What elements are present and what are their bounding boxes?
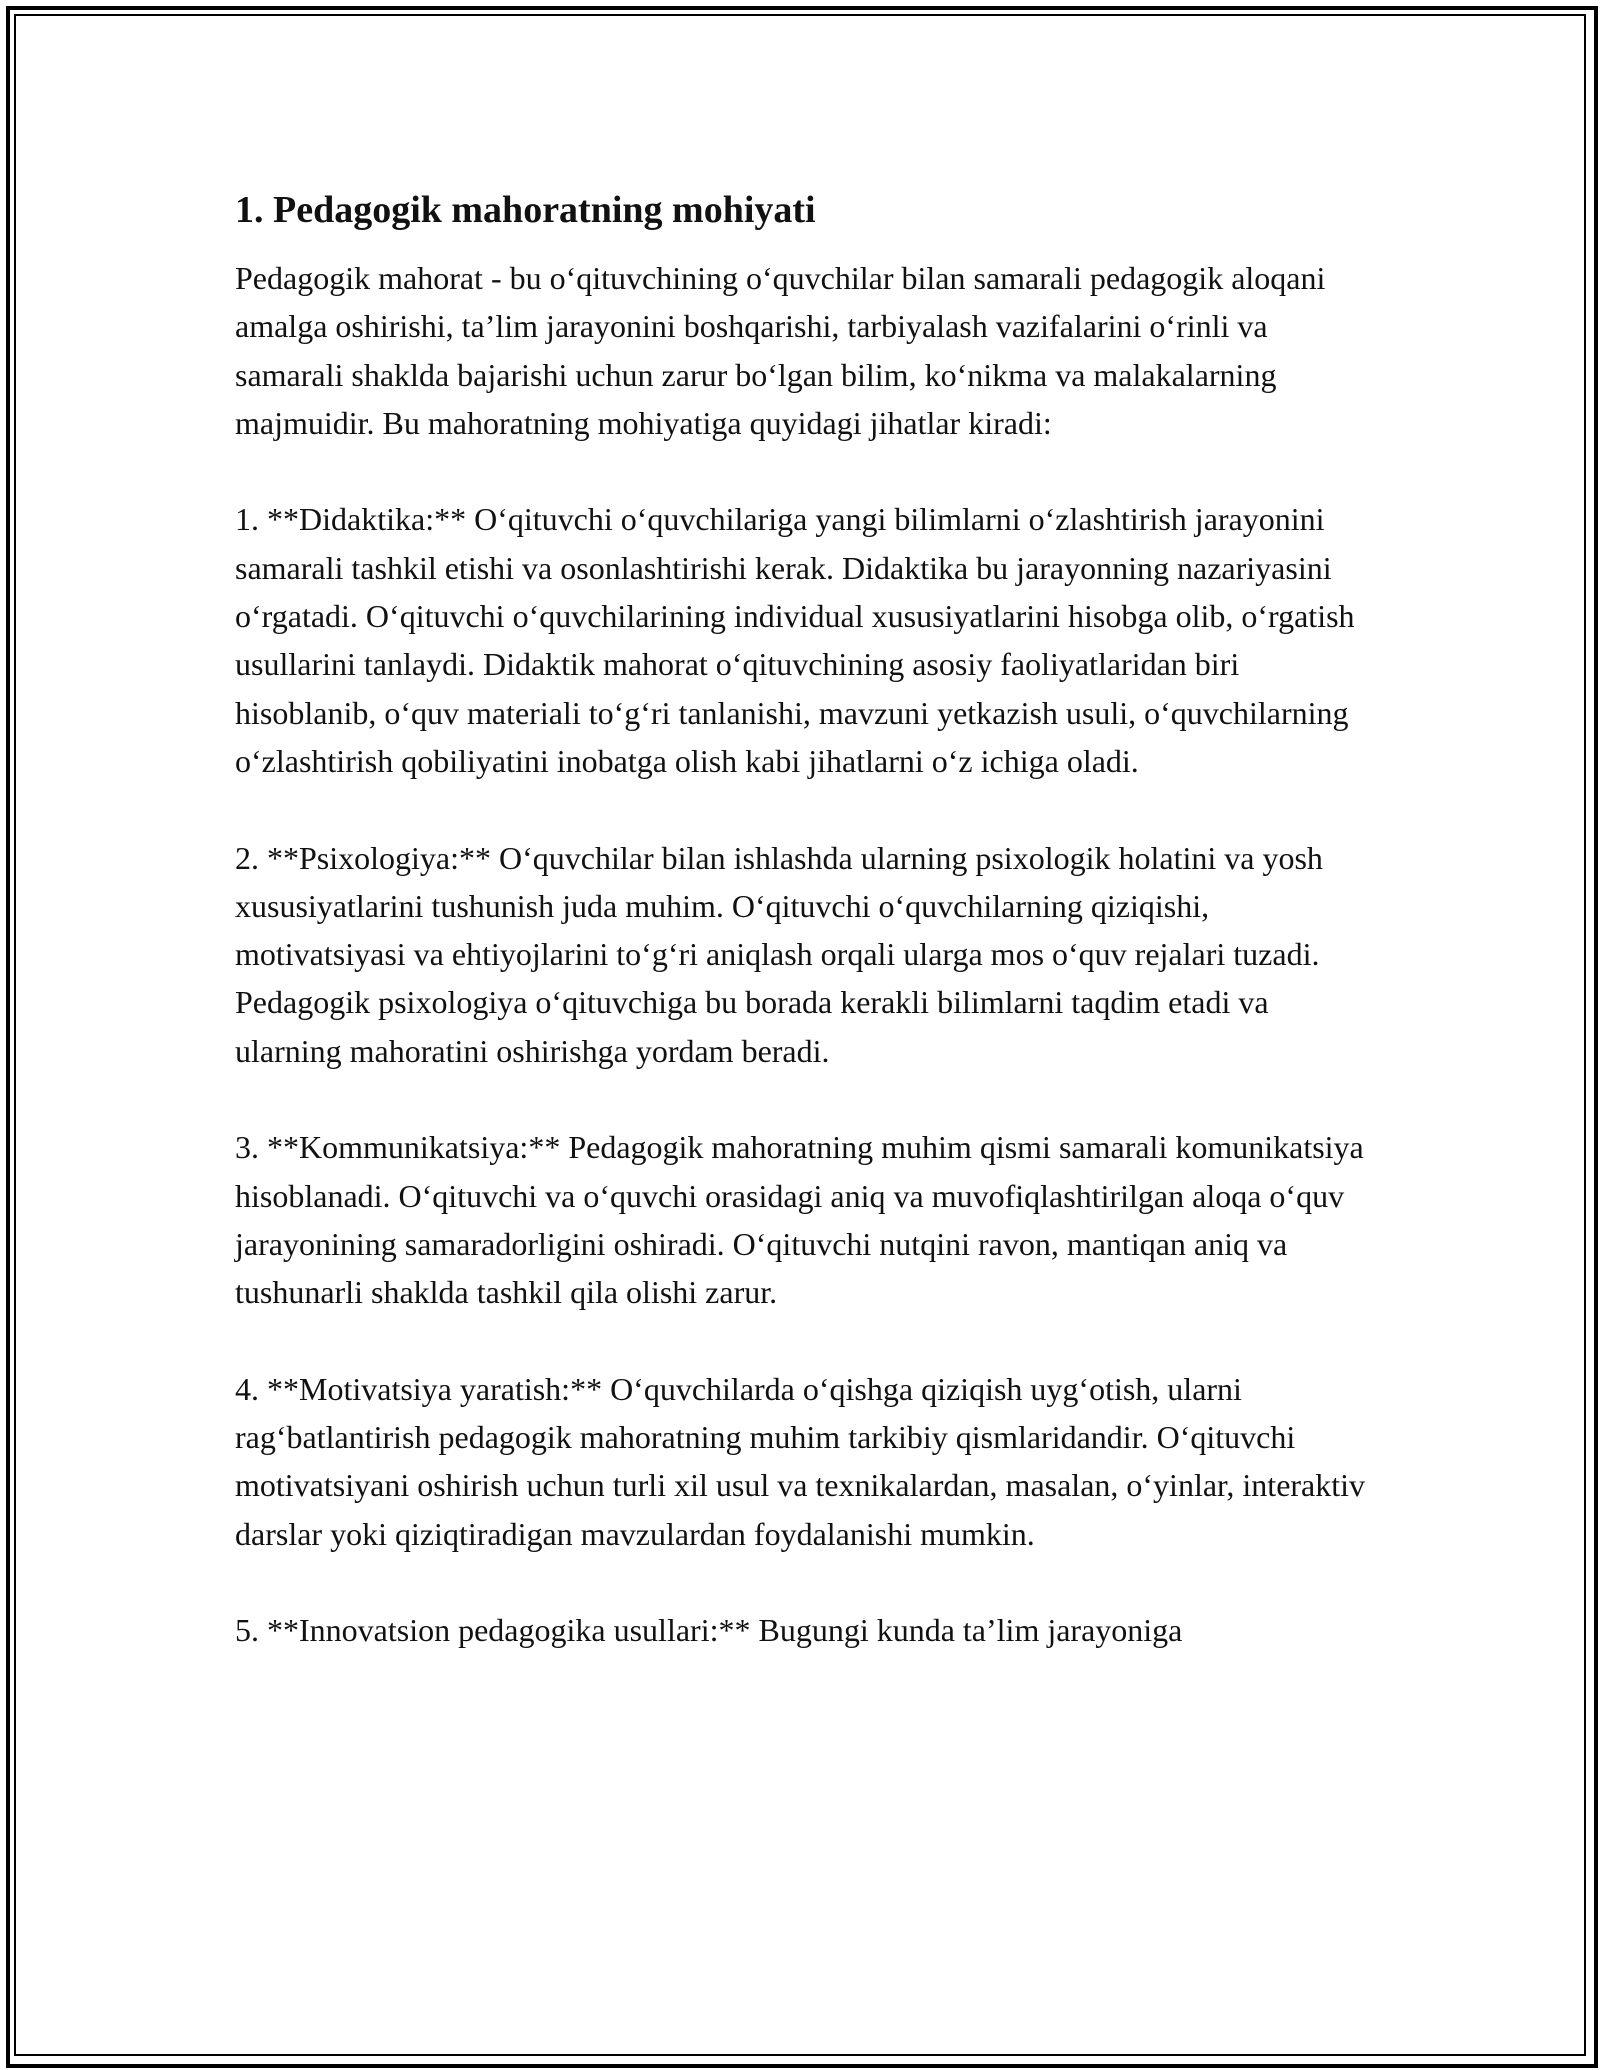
innovatsion-paragraph: 5. **Innovatsion pedagogika usullari:** Bugungi kunda ta’lim jarayoniga [235, 1612, 1183, 1649]
didaktika-paragraph: 1. **Didaktika:** O‘qituvchi o‘quvchilariga yangi bilimlarni o‘zlashtirish jarayonini samarali tashkil etishi va osonlashtirishi kerak. Didaktika bu jarayonning nazariyasini o‘rgatadi. O‘qituvchi o‘quvchilarining individual xususiyatlarini hisobga olib, o‘rgatish usullarini tanlaydi. Didaktik mahorat o‘qituvchining asosiy faoliyatlaridan biri hisoblanib, o‘quv materiali to‘g‘ri tanlanishi, mavzuni yetkazish usuli, o‘quvchilarning o‘zlashtirish qobiliyatini inobatga olish kabi jihatlarni o‘z ichiga oladi. [235, 501, 1355, 779]
motivatsiya-paragraph: 4. **Motivatsiya yaratish:** O‘quvchilarda o‘qishga qiziqish uyg‘otish, ularni rag‘batlantirish pedagogik mahoratning muhim tarkibiy qismlaridandir. O‘qituvchi motivatsiyani oshirish uchun turli xil usul va texnikalardan, masalan, o‘yinlar, interaktiv darslar yoki qiziqtiradigan mavzulardan foydalanishi mumkin. [235, 1370, 1366, 1552]
document-body [235, 186, 1375, 1703]
kommunikatsiya-paragraph: 3. **Kommunikatsiya:** Pedagogik mahoratning muhim qismi samarali komunikatsiya hisoblanadi. O‘qituvchi va o‘quvchi orasidagi aniq va muvofiqlashtirilgan aloqa o‘quv jarayonining samaradorligini oshiradi. O‘qituvchi nutqini ravon, mantiqan aniq va tushunarli shaklda tashkil qila olishi zarur. [235, 1129, 1364, 1311]
section-heading: 1. Pedagogik mahoratning mohiyati [235, 189, 816, 231]
intro-paragraph: Pedagogik mahorat - bu o‘qituvchining o‘quvchilar bilan samarali pedagogik aloqani amalga oshirishi, ta’lim jarayonini boshqarishi, tarbiyalash vazifalarini o‘rinli va samarali shaklda bajarishi uchun zarur bo‘lgan bilim, ko‘nikma va malakalarning majmuidir. Bu mahoratning mohiyatiga quyidagi jihatlar kiradi: [235, 260, 1326, 441]
psixologiya-paragraph: 2. **Psixologiya:** O‘quvchilar bilan ishlashda ularning psixologik holatini va yosh xususiyatlarini tushunish juda muhim. O‘qituvchi o‘quvchilarning qiziqishi, motivatsiyasi va ehtiyojlarini to‘g‘ri aniqlash orqali ularga mos o‘quv rejalari tuzadi. Pedagogik psixologiya o‘qituvchiga bu borada kerakli bilimlarni taqdim etadi va ularning mahoratini oshirishga yordam beradi. [235, 839, 1323, 1069]
